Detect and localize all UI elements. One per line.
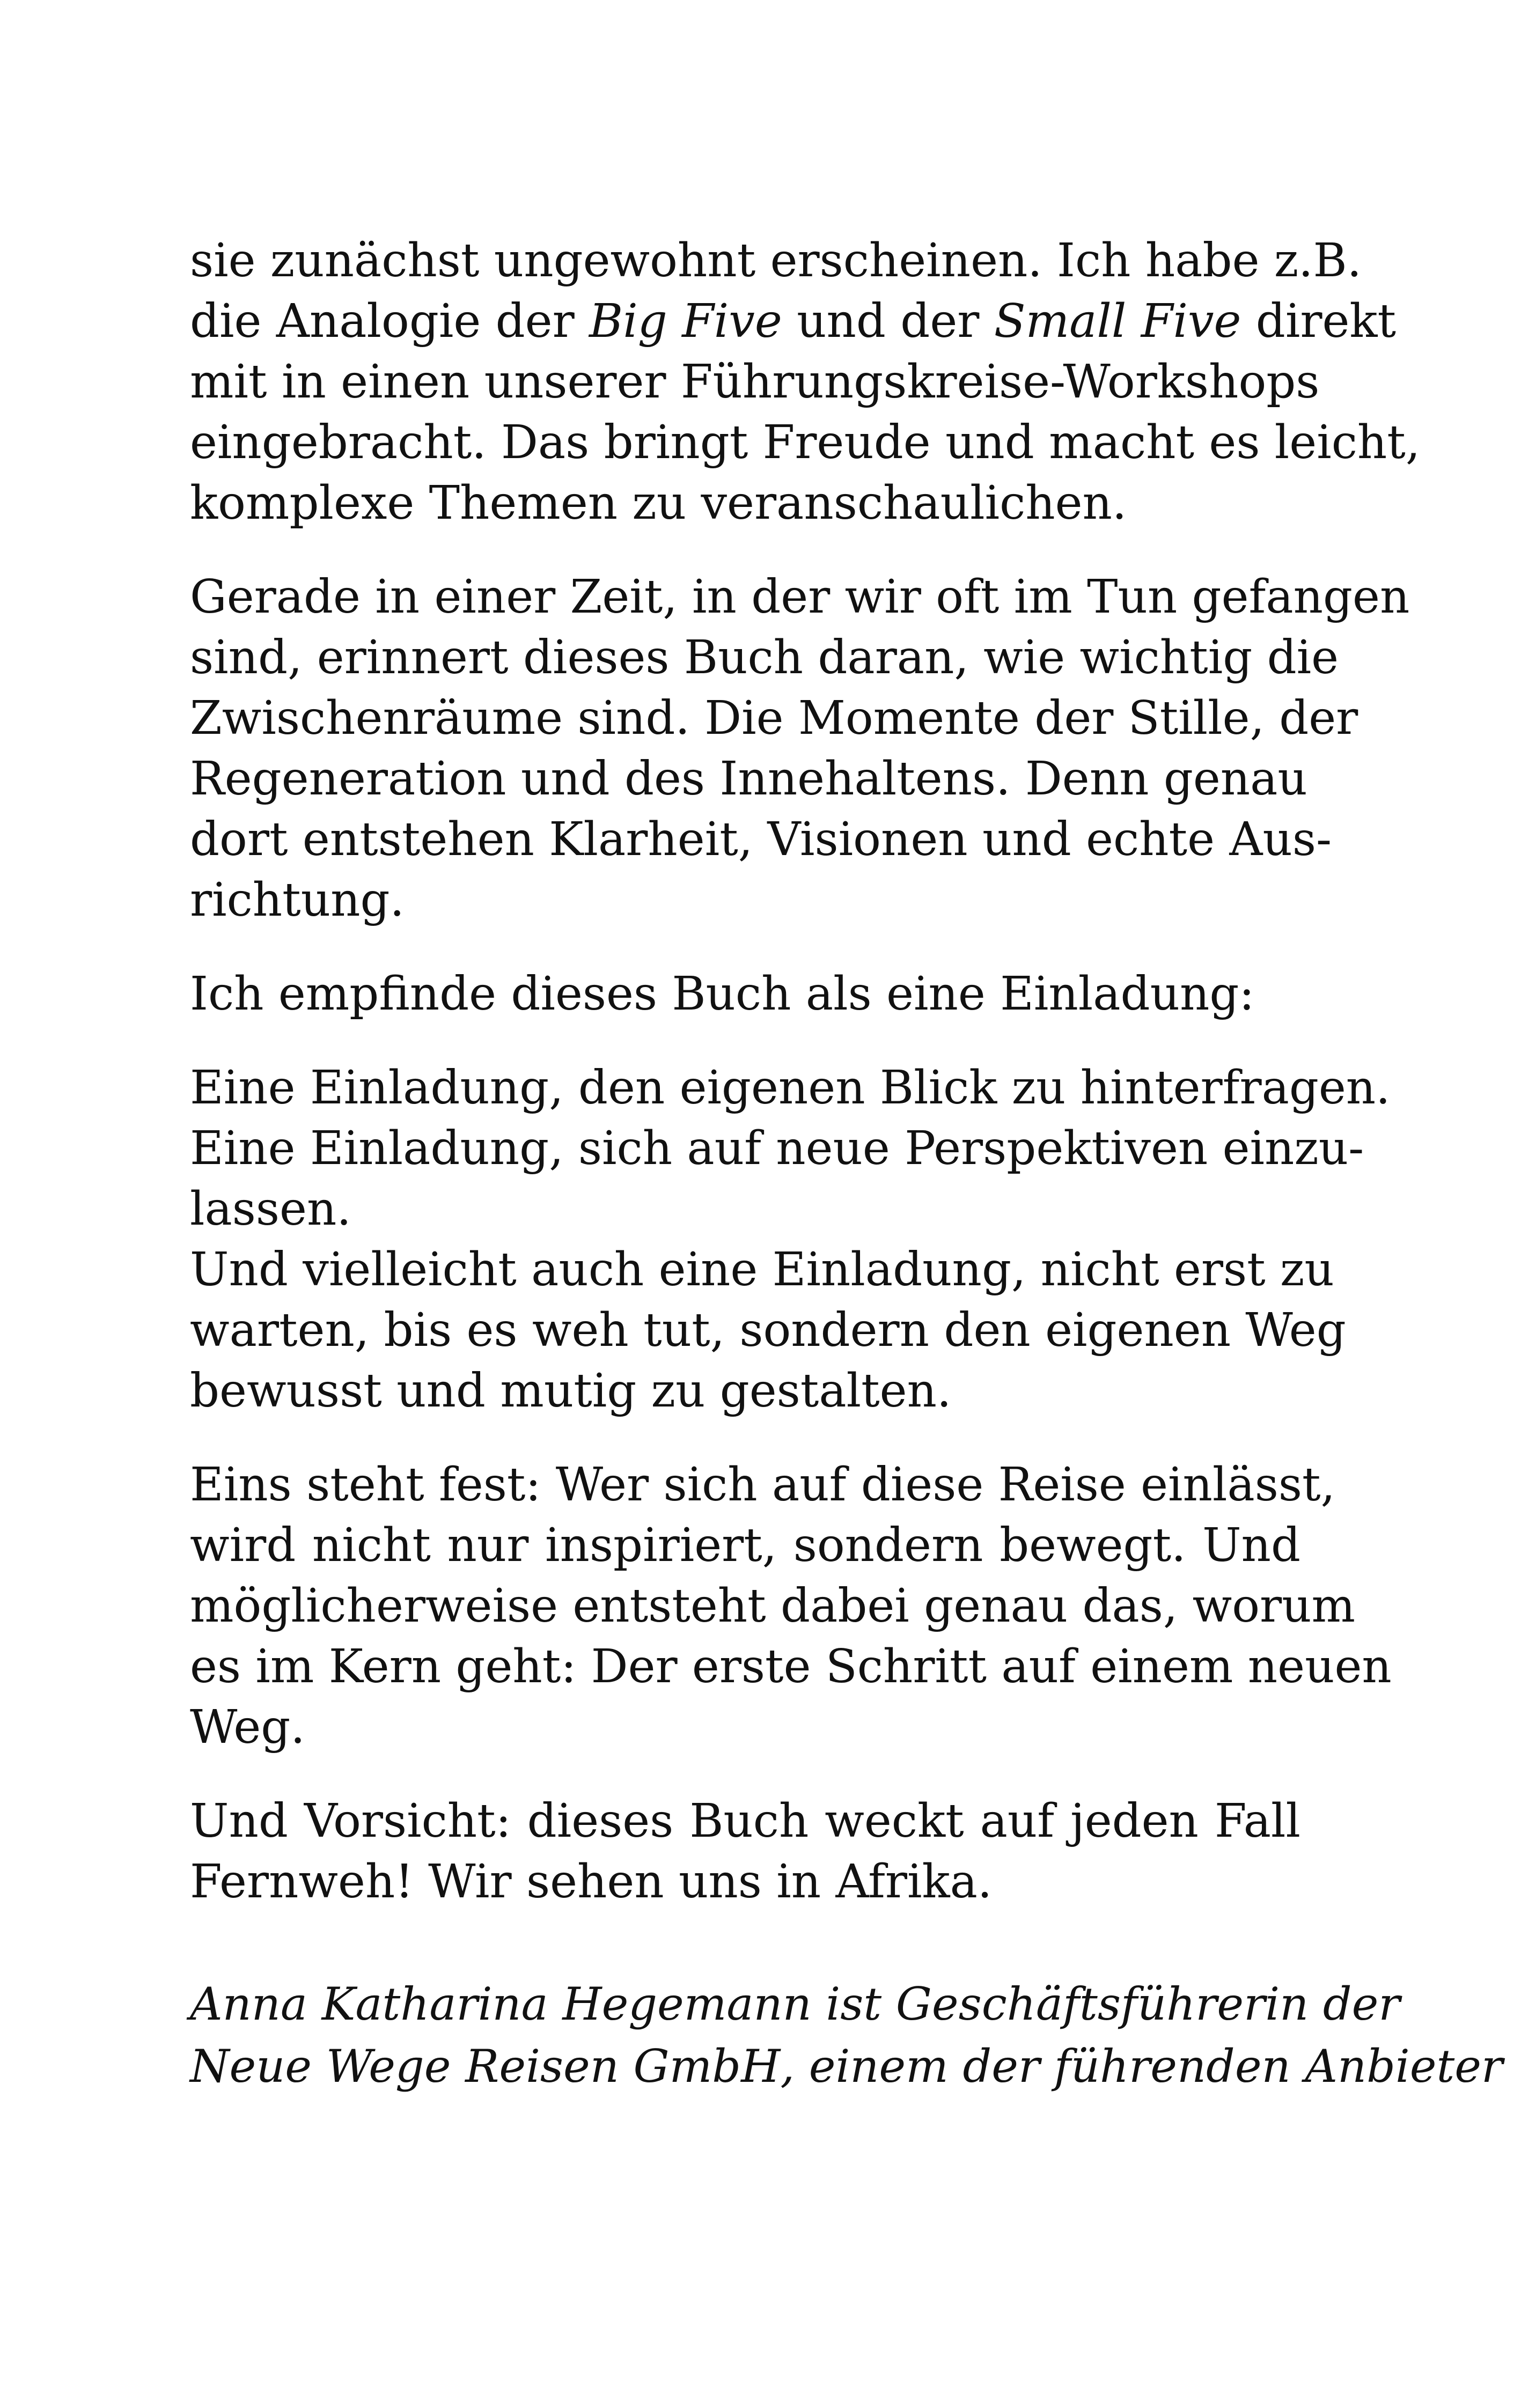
paragraph <box>190 1455 1392 1758</box>
paragraph-container <box>190 231 1421 1912</box>
text-line: mit in einen unserer Führungskreise-Workshops <box>190 355 1320 409</box>
text-line: warten, bis es weh tut, sondern den eigenen Weg <box>190 1304 1346 1357</box>
paragraph <box>190 1791 1300 1912</box>
author-note-line-1: Anna Katharina Hegemann ist Geschäftsführerin der <box>190 1978 1400 2030</box>
italic-term: Small Five <box>994 294 1241 348</box>
text-line: sie zunächst ungewohnt erscheinen. Ich habe z.B. <box>190 234 1362 288</box>
text-line: Eine Einladung, den eigenen Blick zu hinterfragen. <box>190 1061 1391 1115</box>
text-line: Weg. <box>190 1700 305 1754</box>
text-line: Gerade in einer Zeit, in der wir oft im Tun gefangen <box>190 570 1410 624</box>
paragraph <box>190 1058 1391 1422</box>
italic-term: Big Five <box>589 294 782 348</box>
text-line: Und Vorsicht: dieses Buch weckt auf jeden Fall <box>190 1794 1300 1848</box>
text-line: bewusst und mutig zu gestalten. <box>190 1364 952 1418</box>
text-line: Ich empfinde dieses Buch als eine Einladung: <box>190 967 1255 1021</box>
text-line: richtung. <box>190 873 405 927</box>
text-line: Fernweh! Wir sehen uns in Afrika. <box>190 1855 993 1909</box>
author-note <box>190 1973 1503 2097</box>
paragraph <box>190 964 1300 1025</box>
text-line: dort entstehen Klarheit, Visionen und echte Aus- <box>190 813 1332 866</box>
text-line: lassen. <box>190 1182 351 1236</box>
body-text <box>190 231 1421 1946</box>
text-line: sind, erinnert dieses Buch daran, wie wichtig die <box>190 631 1339 684</box>
text-line: eingebracht. Das bringt Freude und macht es leicht, <box>190 416 1421 469</box>
text-line: Zwischenräume sind. Die Momente der Stille, der <box>190 691 1358 745</box>
text-line: Und vielleicht auch eine Einladung, nicht erst zu <box>190 1243 1334 1297</box>
text-line: möglicherweise entsteht dabei genau das, worum <box>190 1579 1356 1633</box>
text-line: die Analogie der Big Five und der Small Five direkt <box>190 294 1397 348</box>
text-line: wird nicht nur inspiriert, sondern bewegt. Und <box>190 1519 1300 1572</box>
text-line: Eins steht fest: Wer sich auf diese Reise einlässt, <box>190 1458 1335 1512</box>
paragraph <box>190 567 1410 931</box>
text-line: es im Kern geht: Der erste Schritt auf einem neuen <box>190 1640 1392 1693</box>
paragraph <box>190 231 1421 534</box>
text-line: Regeneration und des Innehaltens. Denn genau <box>190 752 1307 806</box>
text-line: komplexe Themen zu veranschaulichen. <box>190 476 1127 530</box>
author-note-line-2: Neue Wege Reisen GmbH, einem der führenden Anbieter <box>190 2040 1503 2093</box>
text-line: Eine Einladung, sich auf neue Perspektiven einzu- <box>190 1122 1364 1175</box>
